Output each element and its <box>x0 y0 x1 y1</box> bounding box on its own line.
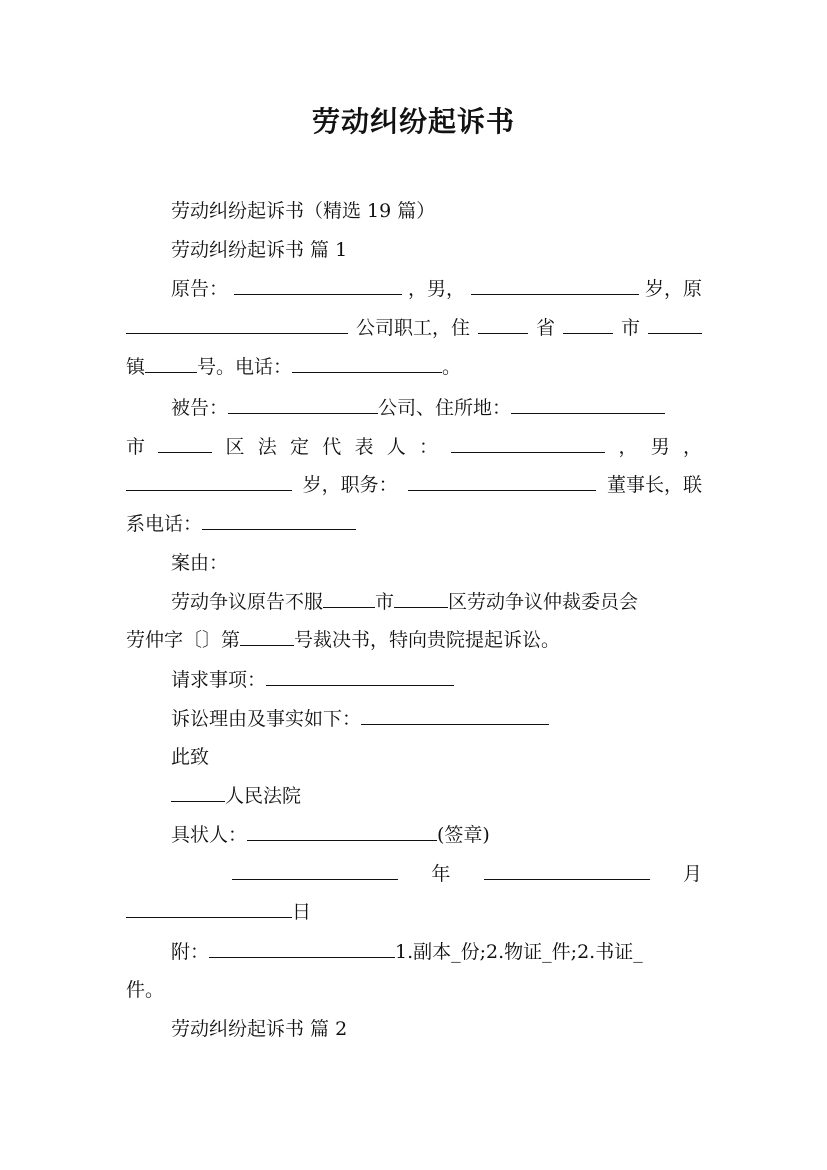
blank <box>228 395 378 414</box>
defendant-male: 男 <box>650 436 670 458</box>
blank <box>408 472 596 491</box>
request-line <box>126 667 702 693</box>
plaintiff-end: 。 <box>442 356 462 378</box>
plaintiff-line-3 <box>126 354 702 380</box>
rep-char: 法 <box>257 436 277 458</box>
blank <box>247 822 437 841</box>
defendant-line-1 <box>126 395 702 421</box>
blank <box>234 276 402 295</box>
blank <box>209 939 395 958</box>
cause-text: 号裁决书，特向贵院提起诉讼。 <box>294 629 561 651</box>
defendant-label: 被告： <box>171 397 229 419</box>
blank <box>478 315 528 334</box>
blank <box>240 627 294 646</box>
rep-char: 人 <box>386 436 406 458</box>
blank <box>648 315 702 334</box>
plaintiff-province: 省 <box>535 317 555 339</box>
blank <box>126 472 292 491</box>
blank <box>232 861 398 880</box>
plaintiff-company: 公司职工，住 <box>355 317 470 339</box>
blank <box>202 511 356 530</box>
plaintiff-city: 市 <box>620 317 640 339</box>
cause-line-1 <box>126 589 702 615</box>
defendant-line-4 <box>126 511 702 537</box>
cause-text: 劳动争议原告不服 <box>171 591 324 613</box>
court-line <box>126 783 702 809</box>
salutation: 此致 <box>171 746 210 768</box>
rep-char: 表 <box>354 436 374 458</box>
cause-text: 区劳动争议仲裁委员会 <box>448 591 639 613</box>
defendant-comma: ， <box>618 436 638 458</box>
plaintiff-line-1 <box>126 276 702 302</box>
attach-label: 附： <box>171 941 210 963</box>
defendant-line-2 <box>126 434 702 460</box>
plaintiff-number: 号。电话： <box>197 356 293 378</box>
date-day: 日 <box>292 901 312 923</box>
blank <box>158 434 212 453</box>
blank <box>323 589 375 608</box>
cause-line-2 <box>126 627 702 653</box>
reason-label: 诉讼理由及事实如下： <box>171 708 362 730</box>
cause-text: 劳仲字〔〕第 <box>126 629 241 651</box>
reason-line <box>126 706 702 732</box>
date-line-1 <box>232 861 702 887</box>
defendant-company: 公司、住所地： <box>378 397 512 419</box>
date-year: 年 <box>431 863 451 885</box>
plaintiff-sex: ，男， <box>407 278 465 300</box>
section-heading-2: 劳动纠纷起诉书 篇 2 <box>171 1018 348 1040</box>
defendant-line-3 <box>126 472 702 498</box>
rep-char: 定 <box>289 436 309 458</box>
date-line-2 <box>126 899 702 925</box>
blank <box>145 354 197 373</box>
attach-text: 1.副本_份;2.物证_件;2.书证_ <box>395 941 643 963</box>
cause-label: 案由： <box>171 552 229 574</box>
plaintiff-line-2 <box>126 315 702 341</box>
defendant-city: 市 <box>126 436 146 458</box>
signer-seal: (签章) <box>437 824 490 846</box>
signer-label: 具状人： <box>171 824 248 846</box>
cause-city: 市 <box>375 591 395 613</box>
blank <box>292 354 442 373</box>
blank <box>266 667 454 686</box>
plaintiff-town: 镇 <box>126 356 146 378</box>
blank <box>126 899 292 918</box>
subtitle: 劳动纠纷起诉书（精选 19 篇） <box>171 200 436 222</box>
blank <box>484 861 650 880</box>
defendant-chair: 董事长，联 <box>606 474 702 496</box>
defendant-age-duty: 岁，职务： <box>302 474 398 496</box>
defendant-comma-2: ， <box>682 436 702 458</box>
request-label: 请求事项： <box>171 669 267 691</box>
plaintiff-age: 岁，原 <box>644 278 702 300</box>
blank <box>511 395 665 414</box>
blank <box>451 434 605 453</box>
defendant-phone: 系电话： <box>126 513 203 535</box>
rep-char: 代 <box>322 436 342 458</box>
signer-line <box>126 822 702 848</box>
court-name: 人民法院 <box>225 785 302 807</box>
blank <box>126 315 348 334</box>
blank <box>171 783 225 802</box>
blank <box>361 706 549 725</box>
rep-char: ： <box>418 436 438 458</box>
blank <box>563 315 613 334</box>
rep-char: 区 <box>225 436 245 458</box>
blank <box>471 276 639 295</box>
attachment-line <box>126 939 702 965</box>
attachment-cont: 件。 <box>126 979 165 1001</box>
section-heading-1: 劳动纠纷起诉书 篇 1 <box>171 239 348 261</box>
plaintiff-label: 原告： <box>171 278 229 300</box>
document-title: 劳动纠纷起诉书 <box>311 105 515 138</box>
blank <box>394 589 448 608</box>
date-month: 月 <box>682 863 702 885</box>
